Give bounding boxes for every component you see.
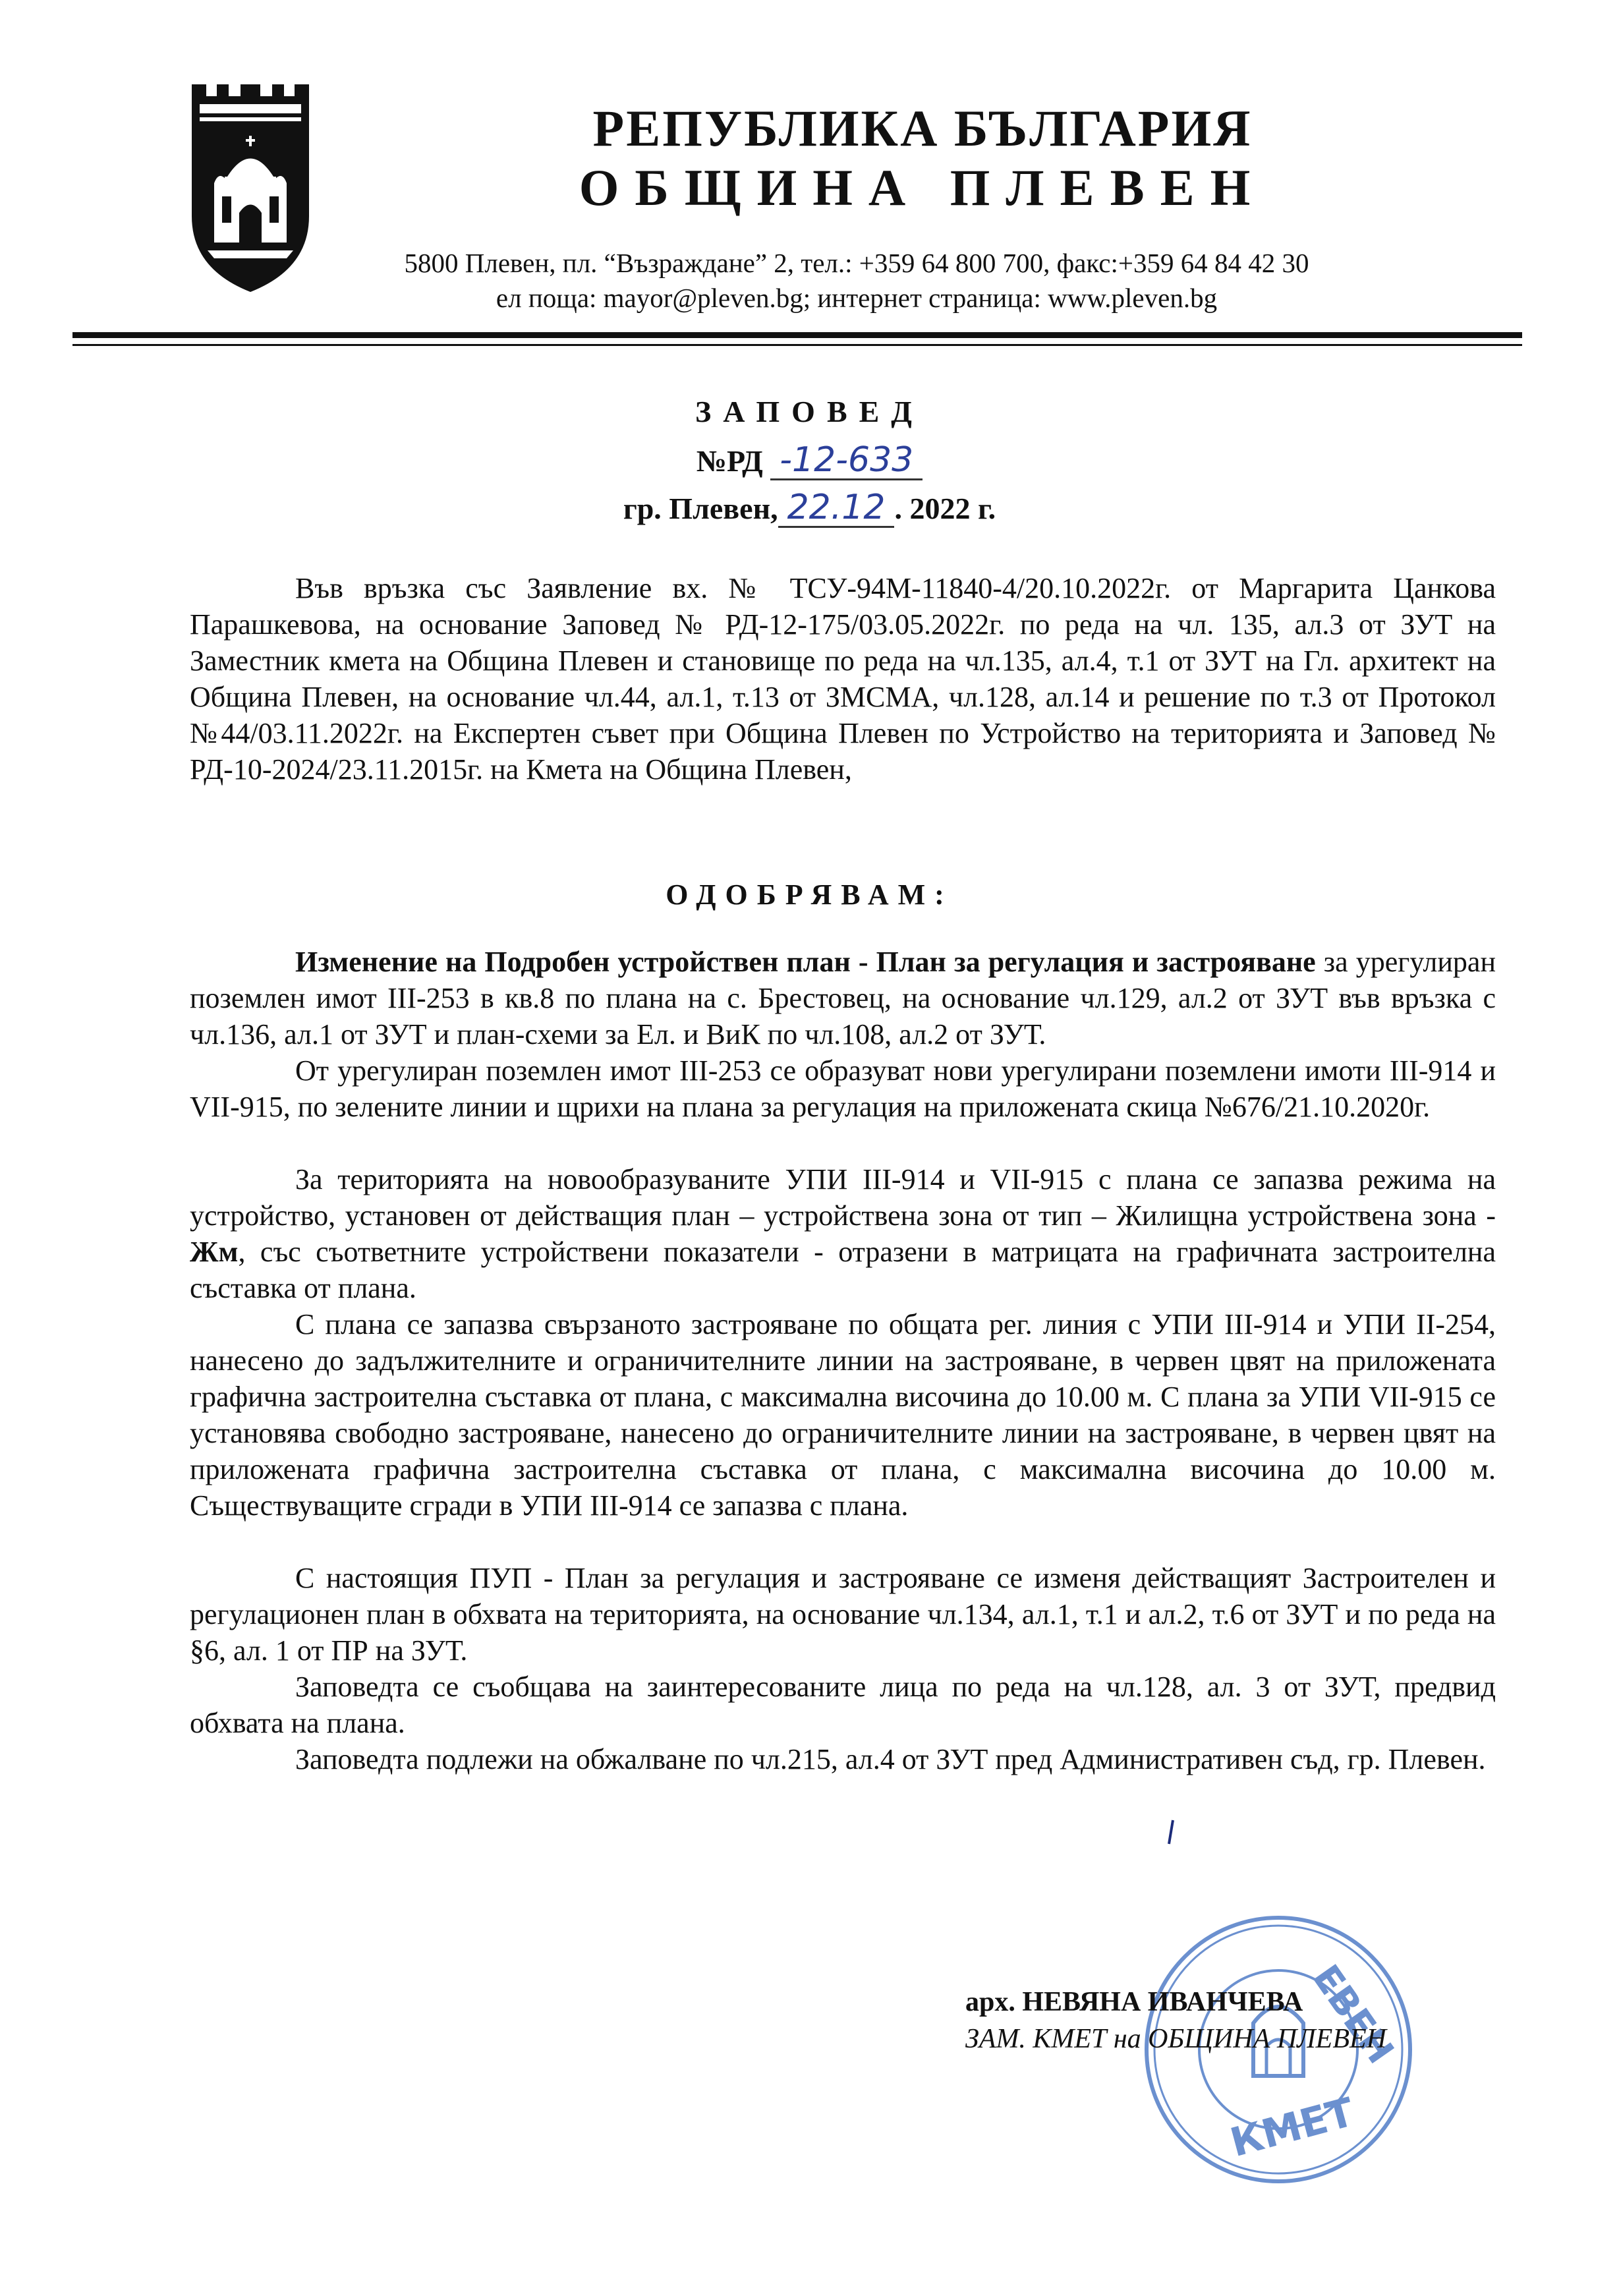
svg-text:КМЕТ: КМЕТ bbox=[1226, 2089, 1359, 2167]
paragraph-3-zone-code: Жм bbox=[190, 1236, 239, 1268]
header-divider bbox=[72, 332, 1522, 338]
pen-mark bbox=[1166, 1819, 1176, 1845]
order-date-suffix: . 2022 г. bbox=[894, 492, 996, 525]
republic-title: РЕПУБЛИКА БЪЛГАРИЯ bbox=[592, 100, 1253, 157]
contacts-line: ел поща: mayor@pleven.bg; интернет страница: www.pleven.bg bbox=[496, 283, 1218, 313]
paragraph-1-bold: Изменение на Подробен устройствен план - План за регулация и застрояване bbox=[295, 946, 1316, 978]
signatory-name: арх. НЕВЯНА ИВАНЧЕВА bbox=[965, 1987, 1303, 2017]
order-number-handwritten: -12-633 bbox=[770, 442, 923, 480]
paragraph-3 bbox=[190, 1161, 1496, 1306]
paragraph-7: Заповедта подлежи на обжалване по чл.215, ал.4 от ЗУТ пред Административен съд, гр. Плевен. bbox=[295, 1743, 1486, 1775]
paragraph-3-text-a: За територията на новообразуваните УПИ III-914 и VII-915 с плана се запазва режима на устройство, установен от действащия план – устройствена зона от тип – Жилищна устройствена зона - bbox=[190, 1163, 1496, 1232]
svg-text:ЕВЕН: ЕВЕН bbox=[1303, 1957, 1402, 2072]
paragraph-1 bbox=[190, 944, 1496, 1052]
order-number-prefix: №РД bbox=[696, 444, 763, 478]
paragraph-6: Заповедта се съобщава на заинтересованите лица по реда на чл.128, ал. 3 от ЗУТ, предвид обхвата на плана. bbox=[190, 1671, 1496, 1739]
municipality-title: ОБЩИНА ПЛЕВЕН bbox=[579, 159, 1266, 216]
paragraph-4: С плана се запазва свързаното застрояване по общата рег. линия с УПИ III-914 и УПИ II-254, нанесено до задължителните и ограничителните линии на застрояване, в червен цвят на приложената графична застроителна съставка от плана, с максимална височина до 10.00 м. С плана за УПИ VII-915 се установява свободно застрояване, нанесено до ограничителните линии на застрояване, в червен цвят на приложената графична застроителна съставка от плана, с максимална височина до 10.00 м. Съществуващите сгради в УПИ III-914 се запазва с плана. bbox=[190, 1308, 1496, 1522]
approve-heading: ОДОБРЯВАМ: bbox=[666, 878, 953, 911]
intro-paragraph: Във връзка със Заявление вх. № ТСУ-94М-11840-4/20.10.2022г. от Маргарита Цанкова Парашкевова, на основание Заповед № РД-12-175/03.05.2022г. по реда на чл. 135, ал.3 от ЗУТ на Заместник кмета на Община Плевен и становище по реда на чл.135, ал.4, т.1 от ЗУТ на Гл. архитект на Община Плевен, на основание чл.44, ал.1, т.13 от ЗМСМА, чл.128, ал.14 и решение по т.3 от Протокол №44/03.11.2022г. на Експертен съвет при Община Плевен по Устройство на територията и Заповед № РД-10-2024/23.11.2015г. на Кмета на Община Плевен, bbox=[190, 572, 1496, 786]
pleven-coat-of-arms-logo bbox=[188, 78, 313, 295]
paragraph-3-text-b: , със съответните устройствени показатели - отразени в матрицата на графичната застроителна съставка от плана. bbox=[190, 1236, 1496, 1304]
address-line: 5800 Плевен, пл. “Възраждане” 2, тел.: +359 64 800 700, факс:+359 64 84 42 30 bbox=[404, 248, 1309, 278]
paragraph-5: С настоящия ПУП - План за регулация и застрояване се изменя действащият Застроителен и регулационен план в обхвата на територията, на основание чл.134, ал.1, т.1 и ал.2, т.6 от ЗУТ и по реда на §6, ал. 1 от ПР на ЗУТ. bbox=[190, 1562, 1496, 1667]
order-date-handwritten: 22.12 bbox=[778, 489, 895, 528]
signatory-title: ЗАМ. КМЕТ на ОБЩИНА ПЛЕВЕН bbox=[965, 2024, 1386, 2054]
paragraph-2: От урегулиран поземлен имот III-253 се образуват нови урегулирани поземлени имоти III-914 и VII-915, по зелените линии и щрихи на плана за регулация на приложената скица №676/21.10.2020г. bbox=[190, 1054, 1496, 1123]
order-date-prefix: гр. Плевен, bbox=[623, 492, 778, 525]
order-number bbox=[0, 442, 1619, 480]
order-title: ЗАПОВЕД bbox=[695, 395, 924, 428]
header-divider-thin bbox=[72, 344, 1522, 346]
paragraph-1-text: за урегулиран поземлен имот III-253 в кв.8 по плана на с. Брестовец, на основание чл.129, ал.2 от ЗУТ във връзка с чл.136, ал.1 от ЗУТ и план-схеми за Ел. и ВиК по чл.108, ал.2 от ЗУТ. bbox=[190, 946, 1496, 1050]
order-date bbox=[0, 489, 1619, 528]
